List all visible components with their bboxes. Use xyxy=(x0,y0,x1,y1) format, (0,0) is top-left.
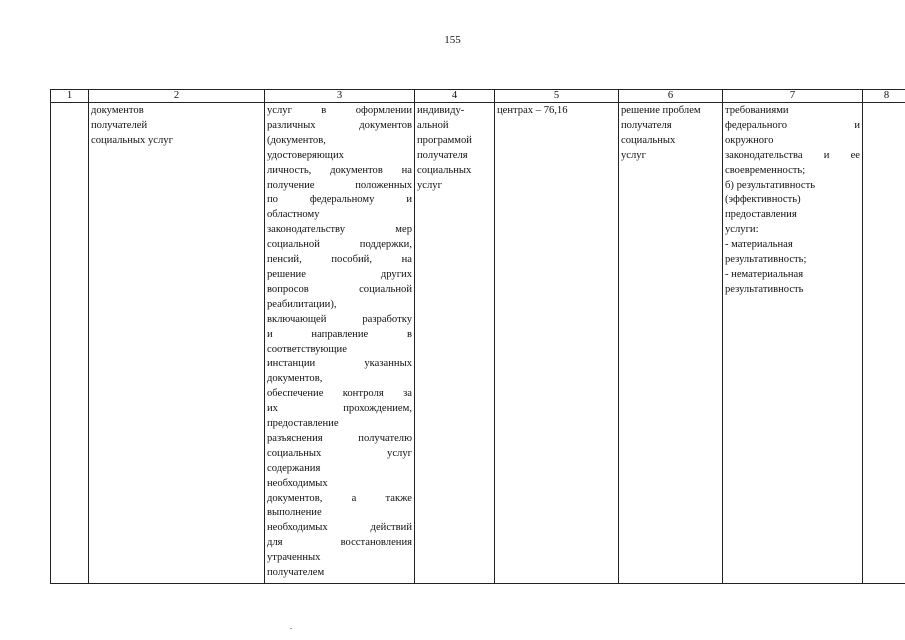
cell-text-line: содержания xyxy=(267,462,321,474)
cell-text-line: (документов, xyxy=(267,134,326,146)
cell-text-line: личность, документов на xyxy=(267,164,412,176)
cell-text-line: различных документов xyxy=(267,119,412,131)
cell-text-line: инстанции указанных xyxy=(267,358,412,370)
cell-text-line: документов, а также xyxy=(267,492,412,504)
cell-text-line: необходимых xyxy=(267,477,328,489)
cell-text-line: (эффективность) xyxy=(725,194,801,206)
cell-text-line: по федеральному и xyxy=(267,194,412,206)
cell-text-line: областному xyxy=(267,209,320,221)
services-table xyxy=(50,89,905,584)
cell-text-line: вопросов социальной xyxy=(267,283,412,295)
cell-text-line: решение других xyxy=(267,268,412,280)
cell-text-line: получателя xyxy=(417,149,468,161)
column-number-row xyxy=(51,90,905,103)
cell-col-4 xyxy=(415,103,495,584)
cell-text-line: решение проблем xyxy=(621,105,701,116)
cell-text-line: реабилитации), xyxy=(267,298,337,310)
cell-text-line: законодательства и ее xyxy=(725,149,860,161)
cell-text-line: выполнение xyxy=(267,507,322,519)
cell-col-2 xyxy=(89,103,265,584)
cell-text-line: документов, xyxy=(267,373,323,385)
cell-text-line: услуг xyxy=(417,179,442,191)
cell-text-line: пенсий, пособий, на xyxy=(267,254,412,266)
cell-text-line: получение положенных xyxy=(267,179,412,191)
cell-col-1 xyxy=(51,103,89,584)
cell-text-line: альной xyxy=(417,119,449,131)
cell-text-line: центрах – 76,16 xyxy=(497,105,568,116)
cell-text-line: получателей xyxy=(91,119,148,131)
cell-col-3 xyxy=(265,103,415,584)
cell-text-line: б) результативность xyxy=(725,179,816,191)
cell-text-line: результативность; xyxy=(725,254,807,266)
column-header: 5 xyxy=(495,90,619,103)
column-header: 8 xyxy=(863,90,905,103)
column-header: 2 xyxy=(89,90,265,103)
cell-text-line: получателя xyxy=(621,119,672,131)
cell-text-line: окружного xyxy=(725,134,774,146)
cell-text-line: предоставления xyxy=(725,209,797,221)
cell-text-line: результативность xyxy=(725,283,804,295)
cell-text-line: удостоверяющих xyxy=(267,149,344,161)
cell-text-line: федерального и xyxy=(725,119,860,131)
cell-text-line: услуг xyxy=(621,149,646,161)
cell-text-line: индивиду- xyxy=(417,105,465,116)
column-header: 4 xyxy=(415,90,495,103)
cell-text-line: для восстановления xyxy=(267,537,412,549)
column-header: 6 xyxy=(619,90,723,103)
cell-col-7 xyxy=(723,103,863,584)
cell-text-line: своевременность; xyxy=(725,164,806,176)
cell-text-line: и направление в xyxy=(267,328,412,340)
page-number: 155 xyxy=(444,34,461,46)
column-header: 3 xyxy=(265,90,415,103)
cell-text-line: услуги: xyxy=(725,224,759,236)
column-header: 1 xyxy=(51,90,89,103)
column-header: 7 xyxy=(723,90,863,103)
cell-text-line: - нематериальная xyxy=(725,268,804,280)
cell-col-6 xyxy=(619,103,723,584)
cell-text-line: программой xyxy=(417,134,472,146)
cell-col-5 xyxy=(495,103,619,584)
cell-text-line: утраченных xyxy=(267,552,321,564)
cell-text-line: - материальная xyxy=(725,239,793,251)
cell-text-line: законодательству мер xyxy=(267,224,412,236)
table-row xyxy=(51,103,905,584)
cell-text-line: услуг в оформлении xyxy=(267,105,412,116)
cell-text-line: предоставление xyxy=(267,418,339,430)
cell-text-line: социальной поддержки, xyxy=(267,239,412,251)
cell-text-line: обеспечение контроля за xyxy=(267,388,412,400)
cell-text-line: документов xyxy=(91,105,144,116)
cell-text-line: социальных xyxy=(417,164,472,176)
cell-text-line: разъяснения получателю xyxy=(267,432,412,444)
cell-text-line: социальных xyxy=(621,134,676,146)
cell-text-line: соответствующие xyxy=(267,343,347,355)
cell-text-line: включающей разработку xyxy=(267,313,412,325)
cell-text-line: требованиями xyxy=(725,105,789,116)
cell-text-line: их прохождением, xyxy=(267,403,412,415)
cell-text-line: социальных услуг xyxy=(91,134,173,146)
cell-text-line: получателем xyxy=(267,567,325,579)
cell-text-line: необходимых действий xyxy=(267,522,412,534)
cell-col-8 xyxy=(863,103,905,584)
cell-text-line: социальных услуг xyxy=(267,447,412,459)
scan-speck xyxy=(290,628,292,629)
